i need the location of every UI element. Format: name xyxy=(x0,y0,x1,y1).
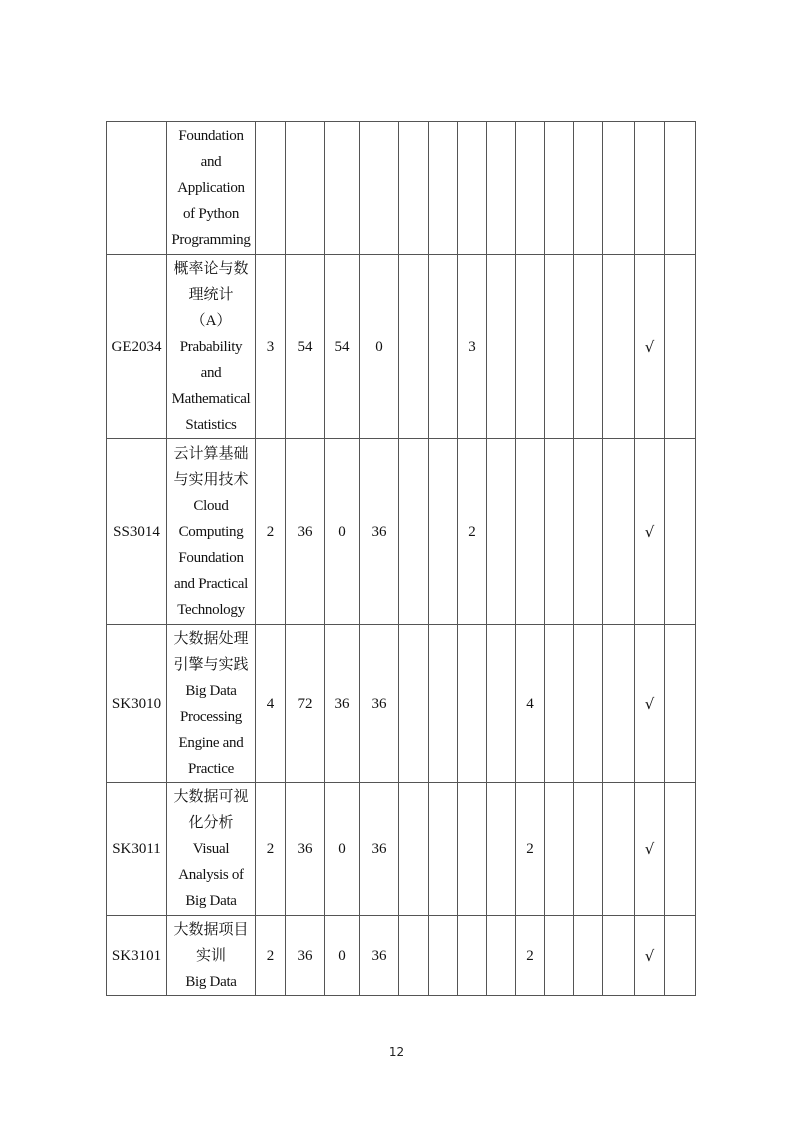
semester-6-cell xyxy=(545,783,574,916)
elective-check-cell xyxy=(665,439,696,625)
total-hours-cell: 36 xyxy=(286,439,325,625)
elective-check-cell xyxy=(665,255,696,439)
table-row xyxy=(107,255,696,439)
course-code-cell: SS3014 xyxy=(107,439,167,625)
credits-cell: 3 xyxy=(256,255,286,439)
semester-5-cell xyxy=(516,439,545,625)
semester-8-cell xyxy=(603,439,635,625)
semester-7-cell xyxy=(574,916,603,996)
course-name-line: Programming xyxy=(171,232,251,248)
course-code-cell xyxy=(107,122,167,255)
semester-6-cell xyxy=(545,255,574,439)
elective-check-cell xyxy=(665,916,696,996)
semester-4-cell xyxy=(487,439,516,625)
course-name-line: 化分析 xyxy=(188,815,234,831)
course-name-line: 引擎与实践 xyxy=(173,656,249,673)
course-table xyxy=(106,121,696,996)
semester-4-cell xyxy=(487,255,516,439)
semester-3-cell xyxy=(458,625,487,783)
semester-8-cell xyxy=(603,916,635,996)
semester-3-cell xyxy=(458,783,487,916)
lecture-hours-cell: 54 xyxy=(325,255,360,439)
semester-8-cell xyxy=(603,625,635,783)
semester-7-cell xyxy=(574,439,603,625)
table-row xyxy=(107,625,696,783)
required-check-cell: √ xyxy=(635,625,665,783)
practice-hours-cell: 36 xyxy=(360,783,399,916)
semester-4-cell xyxy=(487,625,516,783)
course-name-line: Statistics xyxy=(185,416,237,433)
semester-7-cell xyxy=(574,783,603,916)
course-name-line: Practice xyxy=(188,760,234,777)
lecture-hours-cell: 0 xyxy=(325,439,360,625)
lecture-hours-cell xyxy=(325,122,360,255)
course-name-line: Engine and xyxy=(178,734,244,751)
course-name-line: Prabability xyxy=(179,338,243,355)
semester-5-cell: 4 xyxy=(516,625,545,783)
total-hours-cell: 36 xyxy=(286,783,325,916)
course-name-cell xyxy=(167,439,256,625)
lecture-hours-cell: 0 xyxy=(325,916,360,996)
credits-cell: 2 xyxy=(256,916,286,996)
course-name-line: Big Data xyxy=(185,893,237,909)
required-check-cell: √ xyxy=(635,783,665,916)
course-name-line: 大数据处理 xyxy=(173,630,249,647)
course-name-cell xyxy=(167,122,256,255)
course-name-line: 实训 xyxy=(195,947,226,964)
semester-3-cell xyxy=(458,916,487,996)
course-name-line: 概率论与数 xyxy=(173,260,249,277)
semester-4-cell xyxy=(487,122,516,255)
required-check-cell: √ xyxy=(635,255,665,439)
elective-check-cell xyxy=(665,122,696,255)
total-hours-cell xyxy=(286,122,325,255)
course-name-line: Foundation xyxy=(178,549,244,566)
semester-6-cell xyxy=(545,916,574,996)
semester-2-cell xyxy=(429,783,458,916)
total-hours-cell: 72 xyxy=(286,625,325,783)
course-name-cell xyxy=(167,625,256,783)
course-name-line: （A） xyxy=(190,312,232,329)
semester-4-cell xyxy=(487,783,516,916)
total-hours-cell: 36 xyxy=(286,916,325,996)
semester-5-cell: 2 xyxy=(516,916,545,996)
course-code-cell: SK3010 xyxy=(107,625,167,783)
table-row xyxy=(107,783,696,916)
course-name-line: Analysis of xyxy=(178,867,244,883)
course-name-line: Processing xyxy=(180,708,242,725)
table-row xyxy=(107,439,696,625)
course-name-line: 大数据项目 xyxy=(173,921,249,938)
course-name-line: and xyxy=(200,364,222,381)
semester-1-cell xyxy=(399,439,429,625)
course-code-cell: SK3011 xyxy=(107,783,167,916)
semester-1-cell xyxy=(399,783,429,916)
course-name-cell xyxy=(167,783,256,916)
table-row xyxy=(107,122,696,255)
table-row xyxy=(107,916,696,996)
semester-2-cell xyxy=(429,122,458,255)
semester-6-cell xyxy=(545,122,574,255)
semester-5-cell xyxy=(516,122,545,255)
semester-8-cell xyxy=(603,255,635,439)
lecture-hours-cell: 36 xyxy=(325,625,360,783)
credits-cell: 2 xyxy=(256,439,286,625)
course-name-cell xyxy=(167,255,256,439)
practice-hours-cell: 36 xyxy=(360,439,399,625)
course-name-line: Foundation xyxy=(178,128,244,144)
practice-hours-cell: 36 xyxy=(360,916,399,996)
course-name-line: Visual xyxy=(192,841,230,857)
semester-2-cell xyxy=(429,255,458,439)
semester-1-cell xyxy=(399,916,429,996)
semester-2-cell xyxy=(429,916,458,996)
semester-2-cell xyxy=(429,439,458,625)
page-number: 12 xyxy=(388,1045,405,1059)
semester-6-cell xyxy=(545,625,574,783)
course-name-line: Mathematical xyxy=(171,390,251,407)
course-name-line: and xyxy=(200,154,222,170)
practice-hours-cell xyxy=(360,122,399,255)
credits-cell: 2 xyxy=(256,783,286,916)
semester-2-cell xyxy=(429,625,458,783)
required-check-cell: √ xyxy=(635,439,665,625)
course-name-line: Computing xyxy=(178,523,244,540)
semester-5-cell xyxy=(516,255,545,439)
total-hours-cell: 54 xyxy=(286,255,325,439)
course-name-line: Cloud xyxy=(193,497,229,514)
practice-hours-cell: 0 xyxy=(360,255,399,439)
course-name-line: Big Data xyxy=(185,682,237,699)
semester-7-cell xyxy=(574,122,603,255)
semester-3-cell: 3 xyxy=(458,255,487,439)
semester-1-cell xyxy=(399,255,429,439)
semester-7-cell xyxy=(574,625,603,783)
semester-7-cell xyxy=(574,255,603,439)
semester-8-cell xyxy=(603,783,635,916)
semester-4-cell xyxy=(487,916,516,996)
elective-check-cell xyxy=(665,783,696,916)
credits-cell: 4 xyxy=(256,625,286,783)
course-code-cell: GE2034 xyxy=(107,255,167,439)
course-name-line: and Practical xyxy=(174,575,248,592)
course-name-line: 大数据可视 xyxy=(173,789,249,805)
semester-1-cell xyxy=(399,122,429,255)
course-name-cell xyxy=(167,916,256,996)
semester-1-cell xyxy=(399,625,429,783)
required-check-cell xyxy=(635,122,665,255)
semester-3-cell: 2 xyxy=(458,439,487,625)
semester-8-cell xyxy=(603,122,635,255)
lecture-hours-cell: 0 xyxy=(325,783,360,916)
elective-check-cell xyxy=(665,625,696,783)
course-name-line: 与实用技术 xyxy=(173,471,249,488)
course-name-line: 云计算基础 xyxy=(173,445,249,462)
practice-hours-cell: 36 xyxy=(360,625,399,783)
credits-cell xyxy=(256,122,286,255)
semester-3-cell xyxy=(458,122,487,255)
course-name-line: Technology xyxy=(177,601,245,618)
course-code-cell: SK3101 xyxy=(107,916,167,996)
required-check-cell: √ xyxy=(635,916,665,996)
course-name-line: 理统计 xyxy=(188,286,234,303)
course-name-line: of Python xyxy=(182,206,240,222)
semester-6-cell xyxy=(545,439,574,625)
semester-5-cell: 2 xyxy=(516,783,545,916)
course-name-line: Application xyxy=(177,180,245,196)
course-name-line: Big Data xyxy=(185,973,237,990)
